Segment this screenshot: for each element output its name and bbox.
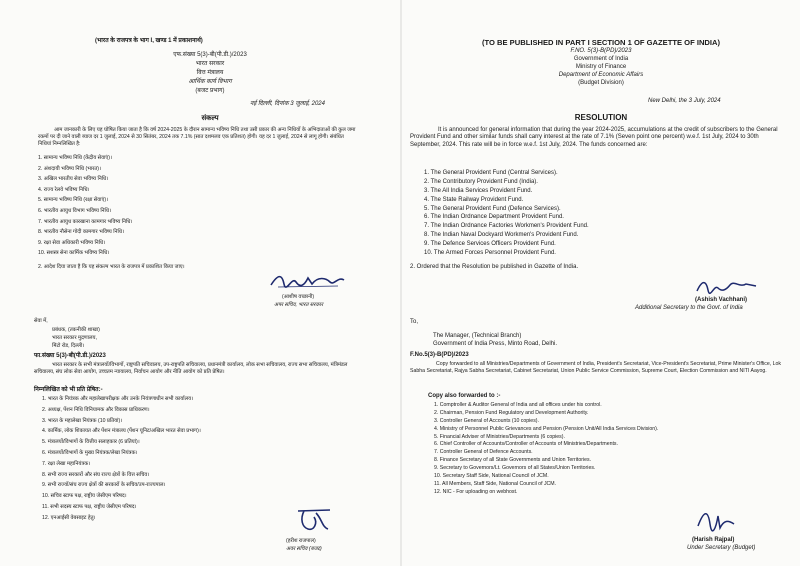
english-copy-label: Copy also forwarded to :- [428, 393, 501, 399]
list-item: 10. Secretary Staff Side, National Council of JCM. [434, 473, 549, 480]
hindi-gov: भारत सरकार [195, 61, 225, 67]
list-item: 6. मंत्रालयों/विभागों के मुख्य नियंत्रक/लेखा नियंत्रक। [42, 449, 138, 456]
list-item: 1. The General Provident Fund (Central Services). [424, 170, 558, 176]
english-division: (Budget Division) [578, 80, 624, 86]
english-copy-list [434, 402, 774, 497]
list-item: 4. राज्य रेलवे भविष्य निधि। [38, 186, 90, 193]
list-item: 4. The State Railway Provident Fund. [424, 196, 524, 203]
hindi-para2: 2. आदेश दिया जाता है कि यह संकल्प भारत के राजपत्र में प्रकाशित किया जाए। [38, 264, 185, 270]
list-item: 3. भारत के महालेखा नियंत्रक (10 प्रतियां)। [42, 417, 123, 424]
hindi-to-label: सेवा में, [34, 318, 48, 324]
list-item: 8. भारतीय नौसेना गोदी कामगार भविष्य निधि। [38, 229, 124, 236]
list-item: 5. सामान्य भविष्य निधि (रक्षा सेवाएं)। [38, 197, 109, 204]
english-date-line: New Delhi, the 3 July, 2024 [648, 98, 721, 104]
hindi-header-note: (भारत के राजपत्र के भाग I, खण्ड 1 में प्रकाशनार्थ) [95, 38, 203, 44]
list-item: 2. अध्यक्ष, पेंशन निधि विनियामक और विकास प्राधिकरण। [42, 406, 150, 413]
list-item: 6. The Indian Ordnance Department Provident Fund. [424, 214, 564, 221]
list-item: 5. मंत्रालयों/विभागों के वित्तीय सलाहकार (6 प्रतियां)। [42, 439, 140, 446]
list-item: 1. सामान्य भविष्य निधि (केंद्रीय सेवाएं)। [38, 155, 112, 161]
english-signature-2 [694, 506, 738, 534]
list-item: 11. सभी सदस्य स्टाफ पक्ष, राष्ट्रीय जेसीएम परिषद। [42, 503, 137, 510]
hindi-para1: आम जानकारी के लिए यह घोषित किया जाता है कि वर्ष 2024-2025 के दौरान सामान्य भविष्य निधि तथा उसी प्रकार की अन्य निधियों के अभिदाताओं की कुल जमा रकमों पर दी जाने वाली ब्याज दर 1 जुलाई, 2024 से 30 सितंबर, 2024 तक 7.1% (सात दशमलव एक प्रतिशत) होगी। यह दर 1 जुलाई, 2024 से लागू होगी। संबंधित निधियां निम्नलिखित है: [38, 127, 356, 147]
list-item: 2. The Contributory Provident Fund (India). [424, 178, 538, 185]
list-item: 4. Ministry of Personnel Public Grievances and Pension (Pension Unit/All India Services Division). [434, 425, 659, 432]
english-signer2-title: Under Secretary (Budget) [687, 545, 756, 551]
list-item: 7. Controller General of Defence Accounts. [434, 449, 533, 456]
hindi-signer2-title: अवर सचिव (बजट) [286, 546, 322, 552]
list-item: 9. The Defence Services Officers Provident Fund. [424, 241, 556, 248]
list-item: 3. The All India Services Provident Fund. [424, 187, 533, 194]
hindi-file-no-2: फा.संख्या 5(3)-बी(पी.डी.)/2023 [34, 353, 106, 359]
english-title: RESOLUTION [574, 113, 628, 122]
list-item: 2. Chairman, Pension Fund Regulatory and Development Authority. [434, 409, 589, 416]
list-item: 6. भारतीय आयुध विभाग भविष्य निधि। [38, 207, 112, 214]
english-copy-para: Copy forwarded to all Ministries/Departments of Government of India, President's Secretariat, Vice-President's Secretariat, Prime Minister's Office, Lok Sabha Secretariat, Rajya Sabha Secretariat, Cabinet Secretariat, Union Public Service Commission, Supreme Court, Election Commission and NITI Aayog. [410, 361, 782, 374]
hindi-to-line: मिंटो रोड, दिल्ली। [52, 343, 85, 349]
english-para2: 2. Ordered that the Resolution be published in Gazette of India. [410, 264, 579, 270]
list-item: 8. The Indian Naval Dockyard Workmen's Provident Fund. [424, 232, 579, 239]
list-item: 3. अखिल भारतीय सेवा भविष्य निधि। [38, 176, 109, 183]
list-item: 11. All Members, Staff Side, National Council of JCM. [434, 480, 557, 487]
list-item: 9. रक्षा सेवा अधिकारी भविष्य निधि। [38, 239, 106, 246]
hindi-title: संकल्प [201, 115, 219, 122]
english-file-no: F.NO. 5(3)-B(PD)/2023 [570, 48, 632, 54]
hindi-fund-list [38, 155, 338, 261]
english-signer-title: Additional Secretary to the Govt. of India [635, 305, 743, 311]
hindi-copy-para: भारत सरकार के सभी मंत्रालयों/विभागों, राष्ट्रपति सचिवालय, उप-राष्ट्रपति सचिवालय, प्रधानमंत्री कार्यालय, लोक सभा सचिवालय, राज्य सभा सचिवालय, मंत्रिमंडल सचिवालय, संघ लोक सेवा आयोग, उच्चतम न्यायालय, निर्वाचन आयोग और नीति आयोग को प्रति प्रेषित। [34, 362, 348, 375]
hindi-signer2-name: (हरीश राजपाल) [286, 538, 316, 544]
list-item: 5. The General Provident Fund (Defence Services). [424, 205, 561, 212]
hindi-signature-2 [292, 505, 336, 535]
list-item: 9. सभी राज्यों/संघ राज्य क्षेत्रों की सरकारों के सचिव/उप-राज्यपाल। [42, 482, 166, 489]
list-item: 6. Chief Controller of Accounts/Controller of Accounts of Ministries/Departments. [434, 441, 618, 448]
english-to-line: The Manager, (Technical Branch) [433, 333, 522, 339]
hindi-department: आर्थिक कार्य विभाग [188, 79, 232, 85]
english-signer2-name: (Harish Rajpal) [692, 537, 735, 543]
list-item: 12. NIC - For uploading on webhost. [434, 488, 518, 495]
list-item: 10. सशस्त्र सेना कार्मिक भविष्य निधि। [38, 250, 110, 257]
list-item: 7. भारतीय आयुध कारखाना कामगार भविष्य निधि। [38, 218, 133, 225]
list-item: 1. भारत के नियंत्रक और महालेखापरीक्षक और उनके नियंत्रणाधीन सभी कार्यालय। [42, 396, 194, 402]
list-item: 2. अंशदायी भविष्य निधि (भारत)। [38, 165, 102, 172]
english-file-no-2: F.No.5(3)-B(PD)/2023 [410, 352, 469, 358]
hindi-ministry: वित्त मंत्रालय [196, 70, 224, 76]
english-to-line: Government of India Press, Minto Road, Delhi. [433, 341, 558, 347]
hindi-copy-label: निम्नलिखित को भी प्रति प्रेषित:- [34, 387, 103, 393]
list-item: 10. सचिव स्टाफ पक्ष, राष्ट्रीय जेसीएम परिषद। [42, 493, 127, 500]
hindi-date-line: नई दिल्ली, दिनांक 3 जुलाई, 2024 [250, 101, 325, 107]
english-signature-1 [694, 276, 760, 296]
list-item: 4. कार्मिक, लोक शिकायत और पेंशन मंत्रालय (पेंशन यूनिट/अखिल भारत सेवा प्रभाग)। [42, 428, 201, 435]
list-item: 8. सभी राज्य सरकारों और संघ राज्य क्षेत्रों के वित्त सचिव। [42, 471, 150, 478]
hindi-signer-title: अपर सचिव, भारत सरकार [274, 302, 323, 308]
list-item: 7. रक्षा लेखा महानियंत्रक। [42, 460, 91, 467]
english-department: Department of Economic Affairs [558, 72, 644, 78]
english-fund-list [424, 170, 754, 259]
list-item: 7. The Indian Ordnance Factories Workmen's Provident Fund. [424, 223, 589, 230]
list-item: 12. एनआईसी वेबसाइट हेतु। [42, 514, 96, 521]
list-item: 10. The Armed Forces Personnel Provident Fund. [424, 250, 556, 257]
hindi-file-no: एफ.संख्या 5(3)-बी(पी.डी.)/2023 [173, 52, 247, 58]
english-para1: It is announced for general information that during the year 2024-2025, accumulations at the credit of subscribers to the General Provident Fund and other similar funds shall carry interest at the rate of 7.1% (Seven point one percent) w.e.f. 1st July, 2024 to 30th September, 2024. This rate will be in force w.e.f. 1st July, 2024. The funds concerned are: [410, 127, 778, 148]
hindi-signature-1 [268, 270, 348, 292]
list-item: 5. Financial Adviser of Ministries/Departments (6 copies). [434, 433, 565, 440]
hindi-to-line: प्रबंधक, (तकनीकी शाखा) [52, 327, 100, 333]
english-ministry: Ministry of Finance [575, 64, 627, 70]
hindi-division: (बजट प्रभाग) [195, 88, 225, 94]
english-to-label: To, [410, 319, 419, 325]
list-item: 3. Controller General of Accounts (10 copies). [434, 417, 539, 424]
english-signer-name: (Ashish Vachhani) [695, 297, 748, 303]
english-page [402, 0, 800, 566]
list-item: 8. Finance Secretary of all State Governments and Union Territories. [434, 457, 592, 464]
english-header-note: (TO BE PUBLISHED IN PART I SECTION 1 OF GAZETTE OF INDIA) [481, 38, 721, 47]
hindi-signer-name: (आशीष वच्छानी) [282, 294, 315, 300]
list-item: 9. Secretary to Governors/Lt. Governors of all States/Union Territories. [434, 465, 596, 472]
list-item: 1. Comptroller & Auditor General of India and all offices under his control. [434, 402, 602, 408]
english-gov: Government of India [573, 56, 629, 62]
hindi-to-line: भारत सरकार मुद्रणालय, [52, 335, 97, 341]
